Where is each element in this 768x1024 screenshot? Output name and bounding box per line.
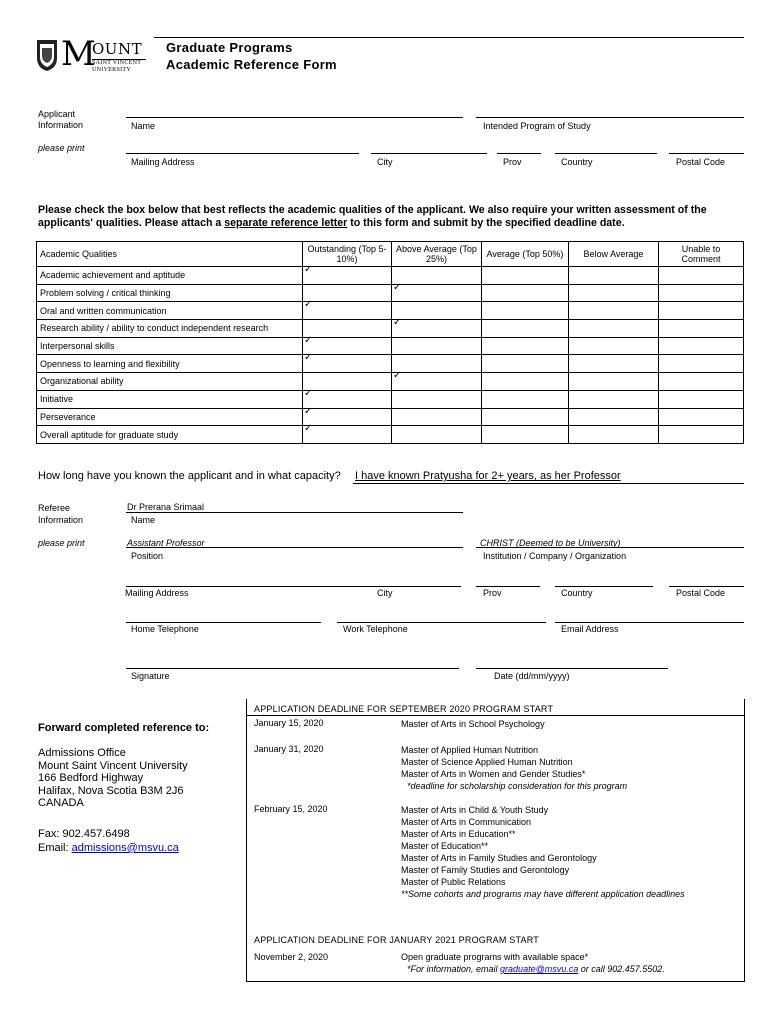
referee-work-tel-label: Work Telephone [343, 624, 408, 634]
date-label: Date (dd/mm/yyyy) [494, 671, 570, 681]
rating-checkbox[interactable] [392, 390, 482, 408]
rating-checkbox[interactable] [659, 373, 744, 391]
rating-checkbox[interactable] [482, 390, 569, 408]
rating-checkbox[interactable] [392, 370, 482, 391]
referee-name-label: Name [131, 515, 156, 525]
rating-checkbox[interactable] [303, 387, 392, 408]
referee-institution-value[interactable]: CHRIST (Deemed to be University) [480, 538, 621, 548]
rating-checkbox[interactable] [303, 320, 392, 338]
rating-checkbox[interactable] [659, 355, 744, 373]
email-line: Email: admissions@msvu.ca [38, 842, 179, 854]
referee-home-tel-label: Home Telephone [131, 624, 199, 634]
deadline-date: February 15, 2020 [254, 804, 328, 814]
please-print: please print [38, 143, 85, 153]
qualities-table [36, 241, 744, 444]
rating-checkbox[interactable] [569, 408, 659, 426]
rating-checkbox[interactable] [392, 337, 482, 355]
applicant-postal-label: Postal Code [676, 157, 726, 167]
referee-postal-label: Postal Code [676, 588, 726, 598]
referee-prov-field[interactable] [476, 586, 540, 587]
jan-date: November 2, 2020 [254, 952, 329, 962]
checkmark-icon: ✓ [304, 405, 313, 417]
column-header: Academic Qualities [37, 242, 303, 267]
quality-label: Initiative [37, 390, 303, 408]
referee-mailing-field[interactable] [126, 586, 461, 587]
quality-label: Openness to learning and flexibility [37, 355, 303, 373]
table-header-row [37, 242, 744, 267]
admissions-email-link[interactable]: admissions@msvu.ca [71, 842, 179, 854]
rating-checkbox[interactable] [303, 405, 392, 426]
date-field[interactable] [476, 668, 668, 669]
jan-note: *For information, email graduate@msvu.ca or call 902.457.5502. [407, 964, 665, 974]
rating-checkbox[interactable] [569, 284, 659, 302]
applicant-postal-field[interactable] [669, 153, 744, 154]
referee-email-label: Email Address [561, 624, 619, 634]
quality-row [37, 320, 744, 338]
rating-checkbox[interactable] [303, 284, 392, 302]
program-note: **Some cohorts and programs may have different application deadlines [401, 889, 685, 899]
quality-label: Academic achievement and aptitude [37, 267, 303, 285]
applicant-prov-field[interactable] [497, 153, 541, 154]
rating-checkbox[interactable] [659, 390, 744, 408]
rating-checkbox[interactable] [569, 390, 659, 408]
form-title-line2: Academic Reference Form [166, 57, 337, 72]
sept-deadline-heading: APPLICATION DEADLINE FOR SEPTEMBER 2020 PROGRAM START [254, 704, 554, 714]
applicant-city-field[interactable] [371, 153, 487, 154]
program-item: Master of Arts in Education** [401, 829, 516, 839]
quality-row [37, 390, 744, 408]
rating-checkbox[interactable] [659, 267, 744, 285]
applicant-mailing-label: Mailing Address [131, 157, 195, 167]
signature-label: Signature [131, 671, 170, 681]
rating-checkbox[interactable] [569, 355, 659, 373]
applicant-mailing-field[interactable] [126, 153, 359, 154]
rating-checkbox[interactable] [482, 267, 569, 285]
rating-checkbox[interactable] [569, 267, 659, 285]
referee-city-label: City [377, 588, 393, 598]
checkmark-icon: ✓ [304, 334, 313, 346]
checkmark-icon: ✓ [304, 423, 313, 435]
forward-address: Admissions Office Mount Saint Vincent University 166 Bedford Highway Halifax, Nova Scotia B3M 2J6 CANADA [38, 747, 188, 809]
rating-checkbox[interactable] [482, 302, 569, 320]
rating-checkbox[interactable] [392, 267, 482, 285]
program-list [401, 744, 627, 792]
checkmark-icon: ✓ [304, 387, 313, 399]
rating-checkbox[interactable] [482, 408, 569, 426]
crest-icon [36, 38, 58, 72]
referee-home-tel-field[interactable] [126, 622, 321, 623]
rating-checkbox[interactable] [392, 426, 482, 444]
quality-label: Perseverance [37, 408, 303, 426]
instructions: Please check the box below that best reflects the academic qualities of the applicant. We also require your written assessment of the applicants' qualities. Please attach a separate reference letter to this form and submit by the specified deadline date. [38, 204, 707, 229]
separate-letter-text: separate reference letter [224, 217, 348, 229]
checkmark-icon: ✓ [304, 352, 313, 364]
referee-mailing-label: Mailing Address [125, 588, 189, 598]
referee-prov-label: Prov [483, 588, 502, 598]
rating-checkbox[interactable] [303, 423, 392, 444]
rating-checkbox[interactable] [569, 320, 659, 338]
rating-checkbox[interactable] [659, 337, 744, 355]
quality-row [37, 337, 744, 355]
checkmark-icon: ✓ [304, 264, 313, 275]
quality-row [37, 426, 744, 444]
program-item: Master of Family Studies and Gerontology [401, 865, 570, 875]
referee-country-label: Country [561, 588, 593, 598]
rating-checkbox[interactable] [392, 355, 482, 373]
logo-ount: OUNT [92, 40, 143, 58]
graduate-email-link[interactable]: graduate@msvu.ca [500, 964, 579, 974]
university-logo [36, 34, 146, 78]
applicant-country-label: Country [561, 157, 593, 167]
checkmark-icon: ✓ [393, 370, 402, 382]
quality-row [37, 408, 744, 426]
column-header: Unable to Comment [659, 242, 744, 267]
applicant-country-field[interactable] [555, 153, 657, 154]
program-item: Master of Science Applied Human Nutrition [401, 757, 573, 767]
fax-text: Fax: 902.457.6498 [38, 828, 130, 840]
signature-field[interactable] [126, 668, 459, 669]
rating-checkbox[interactable] [569, 426, 659, 444]
jan-deadline-heading: APPLICATION DEADLINE FOR JANUARY 2021 PROGRAM START [254, 935, 539, 945]
deadlines-box [246, 699, 745, 982]
program-item: Master of Education** [401, 841, 489, 851]
applicant-program-label: Intended Program of Study [483, 121, 591, 131]
program-note: *deadline for scholarship consideration for this program [407, 781, 628, 791]
quality-label: Interpersonal skills [37, 337, 303, 355]
applicant-label: Applicant [38, 109, 76, 119]
rating-checkbox[interactable] [392, 281, 482, 302]
applicant-label-2: Information [38, 120, 84, 130]
checkmark-icon: ✓ [304, 299, 313, 311]
rating-checkbox[interactable] [303, 352, 392, 373]
logo-line2: UNIVERSITY [92, 67, 131, 73]
program-item: Master of Arts in Women and Gender Studies* [401, 769, 586, 779]
referee-institution-label: Institution / Company / Organization [483, 551, 627, 561]
rating-checkbox[interactable] [659, 426, 744, 444]
referee-label-2: Information [38, 515, 84, 525]
applicant-name-label: Name [131, 121, 156, 131]
program-item: Master of Arts in Communication [401, 817, 532, 827]
column-header: Outstanding (Top 5-10%) [303, 242, 392, 267]
applicant-name-field[interactable] [126, 117, 463, 118]
program-item: Master of Arts in School Psychology [401, 719, 545, 729]
column-header: Above Average (Top 25%) [392, 242, 482, 267]
program-item: Master of Arts in Child & Youth Study [401, 805, 549, 815]
quality-label: Overall aptitude for graduate study [37, 426, 303, 444]
rating-checkbox[interactable] [659, 284, 744, 302]
referee-position-label: Position [131, 551, 164, 561]
rating-checkbox[interactable] [392, 317, 482, 338]
referee-please-print: please print [38, 538, 85, 548]
rating-checkbox[interactable] [482, 320, 569, 338]
rating-checkbox[interactable] [482, 426, 569, 444]
logo-m: M [61, 34, 96, 74]
form-title-line1: Graduate Programs [166, 40, 293, 55]
rating-checkbox[interactable] [482, 373, 569, 391]
program-list [401, 718, 545, 730]
quality-label: Organizational ability [37, 373, 303, 391]
rating-checkbox[interactable] [392, 302, 482, 320]
rating-checkbox[interactable] [569, 373, 659, 391]
deadline-date: January 31, 2020 [254, 744, 324, 754]
quality-label: Research ability / ability to conduct independent research [37, 320, 303, 338]
referee-name-value[interactable]: Dr Prerana Srimaal [127, 502, 205, 512]
rating-checkbox[interactable] [482, 284, 569, 302]
quality-row [37, 284, 744, 302]
rating-checkbox[interactable] [659, 320, 744, 338]
rating-checkbox[interactable] [569, 302, 659, 320]
rating-checkbox[interactable] [659, 408, 744, 426]
quality-row [37, 355, 744, 373]
known-answer[interactable]: I have known Pratyusha for 2+ years, as her Professor [355, 470, 621, 482]
forward-heading: Forward completed reference to: [38, 722, 210, 734]
quality-row [37, 267, 744, 285]
rating-checkbox[interactable] [482, 337, 569, 355]
deadline-date: January 15, 2020 [254, 718, 324, 728]
referee-label: Referee [38, 503, 71, 513]
referee-position-value[interactable]: Assistant Professor [127, 538, 205, 548]
referee-work-tel-field[interactable] [337, 622, 546, 623]
logo-line1: SAINT VINCENT [92, 60, 142, 66]
checkmark-icon: ✓ [393, 281, 402, 293]
quality-row [37, 302, 744, 320]
referee-email-field[interactable] [555, 622, 744, 623]
applicant-prov-label: Prov [503, 157, 522, 167]
quality-label: Problem solving / critical thinking [37, 284, 303, 302]
rating-checkbox[interactable] [392, 408, 482, 426]
applicant-city-label: City [377, 157, 393, 167]
rating-checkbox[interactable] [659, 302, 744, 320]
applicant-program-field[interactable] [476, 117, 744, 118]
quality-row [37, 373, 744, 391]
rating-checkbox[interactable] [303, 334, 392, 355]
rating-checkbox[interactable] [303, 264, 392, 285]
rating-checkbox[interactable] [303, 299, 392, 320]
program-item: Master of Public Relations [401, 877, 506, 887]
known-question: How long have you known the applicant and in what capacity? [38, 470, 341, 482]
referee-postal-field[interactable] [669, 586, 744, 587]
rating-checkbox[interactable] [303, 373, 392, 391]
jan-program: Open graduate programs with available space* [401, 952, 589, 962]
quality-label: Oral and written communication [37, 302, 303, 320]
program-list [401, 804, 685, 900]
column-header: Average (Top 50%) [482, 242, 569, 267]
program-item: Master of Arts in Family Studies and Gerontology [401, 853, 597, 863]
program-item: Master of Applied Human Nutrition [401, 745, 539, 755]
rating-checkbox[interactable] [482, 355, 569, 373]
column-header: Below Average [569, 242, 659, 267]
referee-country-field[interactable] [555, 586, 653, 587]
checkmark-icon: ✓ [393, 317, 402, 329]
rating-checkbox[interactable] [569, 337, 659, 355]
